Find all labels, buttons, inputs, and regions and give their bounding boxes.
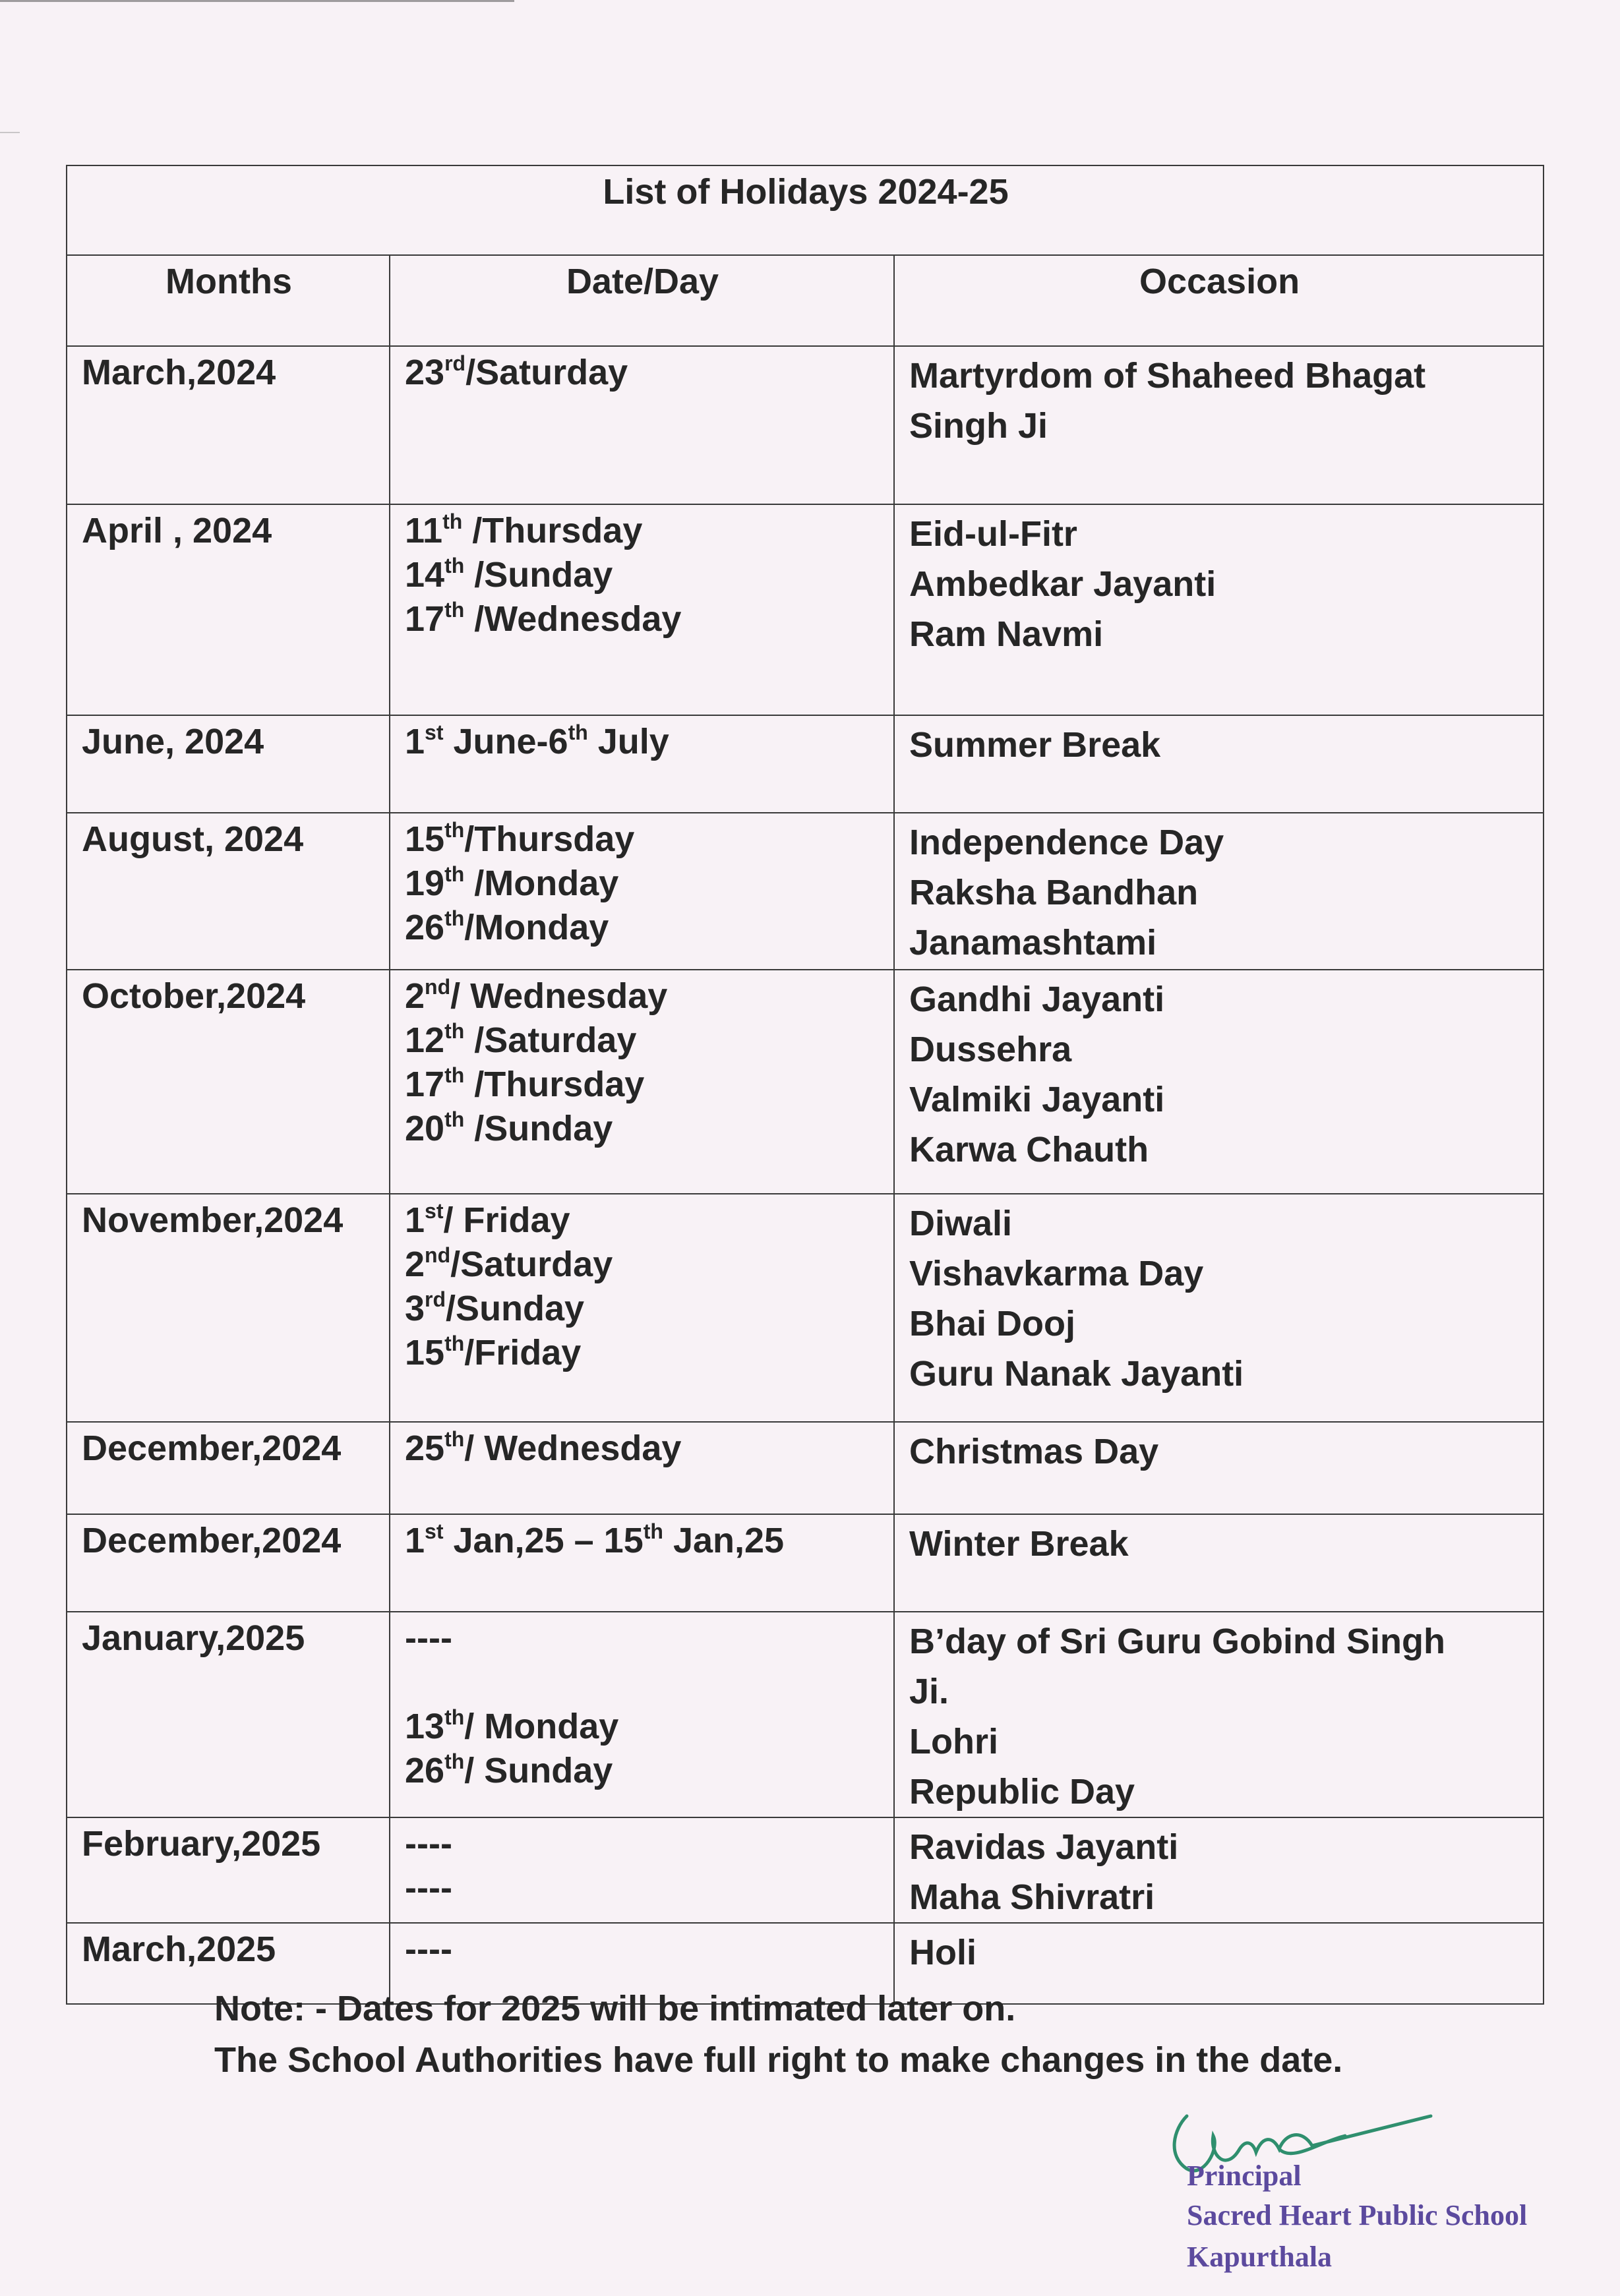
date-line (405, 862, 880, 906)
date-text: Jan,25 – 15 (443, 1521, 644, 1560)
occasion-cell (894, 1422, 1544, 1514)
month-cell: August, 2024 (67, 813, 390, 970)
occasion-line: Gandhi Jayanti (909, 980, 1165, 1019)
occasion-line: Vishavkarma Day (909, 1254, 1204, 1293)
note-line: Note: - Dates for 2025 will be intimated later on. (214, 1989, 1016, 2028)
month-cell: March,2025 (67, 1923, 390, 2004)
date-text: 19 (405, 864, 445, 903)
date-day-cell (390, 346, 894, 504)
date-text: 3 (405, 1289, 425, 1328)
date-text: 1 (405, 1200, 425, 1240)
occasion-cell (894, 715, 1544, 813)
principal-signature-stamp (1147, 2096, 1576, 2294)
date-line (405, 1928, 880, 1972)
ordinal-suffix: rd (444, 351, 466, 375)
header-row (67, 255, 1544, 346)
month-cell: March,2024 (67, 346, 390, 504)
date-text: 2 (405, 1245, 425, 1284)
occasion-line: Martyrdom of Shaheed Bhagat (909, 356, 1426, 396)
holiday-row (67, 970, 1544, 1194)
date-text: /Monday (464, 864, 619, 903)
ordinal-suffix: th (444, 1107, 465, 1131)
title-row (67, 165, 1544, 255)
date-line (405, 1749, 880, 1793)
holiday-row (67, 1514, 1544, 1612)
date-text: /Sunday (464, 1109, 613, 1148)
date-day-cell (390, 813, 894, 970)
date-text: /Sunday (446, 1289, 585, 1328)
date-text: 15 (405, 819, 445, 859)
date-line (405, 1822, 880, 1866)
ordinal-suffix: th (444, 1019, 465, 1043)
holiday-row (67, 504, 1544, 715)
occasion-line: Christmas Day (909, 1432, 1159, 1471)
signature-school: Sacred Heart Public School (1187, 2199, 1528, 2231)
ordinal-suffix: th (444, 1750, 465, 1773)
date-line (405, 1866, 880, 1910)
date-text: 1 (405, 722, 425, 761)
date-line (405, 597, 880, 641)
date-text: /Friday (464, 1333, 582, 1372)
occasion-line: Raksha Bandhan (909, 873, 1199, 912)
occasion-line: Diwali (909, 1204, 1013, 1243)
date-text: 11 (405, 511, 443, 550)
date-text: ---- (405, 1868, 452, 1908)
header-date-day: Date/Day (390, 255, 894, 346)
ordinal-suffix: th (444, 862, 465, 886)
date-text: / Friday (443, 1200, 570, 1240)
date-text: /Saturday (464, 1020, 637, 1060)
scan-edge-mark (0, 132, 20, 133)
month-cell: February,2025 (67, 1817, 390, 1923)
ordinal-suffix: th (442, 510, 463, 533)
header-occasion: Occasion (894, 255, 1544, 346)
date-text: / Wednesday (464, 1428, 682, 1468)
month-cell: October,2024 (67, 970, 390, 1194)
signature-city: Kapurthala (1187, 2241, 1333, 2273)
occasion-line: Guru Nanak Jayanti (909, 1354, 1244, 1394)
date-line (405, 1243, 880, 1287)
date-text: / Wednesday (450, 976, 668, 1016)
month-cell: April , 2024 (67, 504, 390, 715)
occasion-line: Winter Break (909, 1524, 1129, 1564)
holiday-row (67, 813, 1544, 970)
ordinal-suffix: th (444, 554, 465, 577)
occasion-line: Valmiki Jayanti (909, 1080, 1165, 1119)
date-text: / Monday (464, 1707, 619, 1746)
date-day-cell (390, 970, 894, 1194)
date-line (405, 509, 880, 553)
header-months: Months (67, 255, 390, 346)
holiday-row (67, 346, 1544, 504)
date-text: / Sunday (464, 1751, 613, 1790)
date-text: 12 (405, 1020, 445, 1060)
occasion-line: Republic Day (909, 1772, 1135, 1811)
date-line (405, 553, 880, 597)
occasion-line: Summer Break (909, 725, 1161, 765)
occasion-line: Ravidas Jayanti (909, 1827, 1179, 1867)
month-cell: November,2024 (67, 1194, 390, 1422)
date-line (405, 1063, 880, 1107)
ordinal-suffix: nd (425, 975, 451, 999)
date-line (405, 974, 880, 1018)
month-cell: December,2024 (67, 1514, 390, 1612)
ordinal-suffix: th (444, 1332, 465, 1355)
date-text: Jan,25 (663, 1521, 785, 1560)
ordinal-suffix: st (425, 1519, 444, 1543)
ordinal-suffix: th (444, 818, 465, 842)
ordinal-suffix: rd (425, 1287, 446, 1311)
month-cell: December,2024 (67, 1422, 390, 1514)
occasion-cell (894, 970, 1544, 1194)
ordinal-suffix: nd (425, 1243, 451, 1267)
date-day-cell (390, 504, 894, 715)
date-text: 25 (405, 1428, 445, 1468)
date-line (405, 1331, 880, 1375)
holiday-table (66, 165, 1544, 2005)
ordinal-suffix: st (425, 721, 444, 744)
holiday-row (67, 1194, 1544, 1422)
date-day-cell (390, 1514, 894, 1612)
date-text: /Saturday (465, 353, 628, 392)
occasion-line: Eid-ul-Fitr (909, 514, 1077, 554)
ordinal-suffix: th (444, 1427, 465, 1451)
date-day-cell (390, 1194, 894, 1422)
occasion-cell (894, 504, 1544, 715)
date-text: 1 (405, 1521, 425, 1560)
date-text: 2 (405, 976, 425, 1016)
date-text: ---- (405, 1824, 452, 1864)
occasion-line: Independence Day (909, 823, 1224, 862)
month-cell: June, 2024 (67, 715, 390, 813)
ordinal-suffix: th (444, 598, 465, 622)
date-line (405, 1616, 880, 1661)
date-line (405, 906, 880, 950)
date-line (405, 351, 880, 395)
ordinal-suffix: th (444, 906, 465, 930)
occasion-cell (894, 1194, 1544, 1422)
date-text: /Saturday (450, 1245, 613, 1284)
ordinal-suffix: th (568, 721, 588, 744)
occasion-line: Lohri (909, 1722, 998, 1761)
occasion-line: Maha Shivratri (909, 1877, 1155, 1917)
occasion-line: Holi (909, 1933, 976, 1972)
date-text: 17 (405, 1065, 445, 1104)
holiday-row (67, 1612, 1544, 1817)
date-day-cell (390, 715, 894, 813)
ordinal-suffix: st (425, 1199, 444, 1223)
date-text: /Monday (464, 908, 609, 947)
date-text: 14 (405, 555, 445, 595)
date-text: /Thursday (464, 1065, 645, 1104)
date-day-cell (390, 1422, 894, 1514)
ordinal-suffix: th (444, 1063, 465, 1087)
date-line (405, 1287, 880, 1331)
occasion-cell (894, 346, 1544, 504)
date-line (405, 817, 880, 862)
occasion-line: Bhai Dooj (909, 1304, 1075, 1343)
table-title: List of Holidays 2024-25 (67, 165, 1544, 255)
date-text: ---- (405, 1618, 452, 1658)
occasion-line: Karwa Chauth (909, 1130, 1149, 1169)
date-text: 20 (405, 1109, 445, 1148)
occasion-line: Singh Ji (909, 406, 1048, 446)
date-text: June-6 (443, 722, 568, 761)
occasion-line: Ji. (909, 1672, 949, 1711)
date-text: 26 (405, 908, 445, 947)
holiday-row (67, 1817, 1544, 1923)
occasion-cell (894, 1612, 1544, 1817)
holiday-row (67, 715, 1544, 813)
occasion-cell (894, 813, 1544, 970)
date-text: July (587, 722, 669, 761)
occasion-line: Dussehra (909, 1030, 1072, 1069)
date-text: /Thursday (464, 819, 635, 859)
holiday-row (67, 1422, 1544, 1514)
date-text: 15 (405, 1333, 445, 1372)
date-line (405, 1018, 880, 1063)
signature-role: Principal (1187, 2160, 1302, 2192)
occasion-line: Janamashtami (909, 923, 1157, 962)
date-text (405, 1663, 415, 1702)
date-text: /Sunday (464, 555, 613, 595)
date-line (405, 1198, 880, 1243)
occasion-line: Ram Navmi (909, 614, 1104, 654)
date-line (405, 1107, 880, 1151)
date-text: ---- (405, 1929, 452, 1969)
date-text: 17 (405, 599, 445, 639)
notes-block (214, 1983, 1342, 2086)
occasion-cell (894, 1817, 1544, 1923)
note-line: The School Authorities have full right to make changes in the date. (214, 2040, 1343, 2080)
date-text: 13 (405, 1707, 445, 1746)
date-line (405, 1519, 880, 1563)
date-text: /Wednesday (464, 599, 682, 639)
date-text: 26 (405, 1751, 445, 1790)
date-text: /Thursday (462, 511, 643, 550)
date-line (405, 1661, 880, 1705)
date-text: 23 (405, 353, 445, 392)
date-line (405, 1705, 880, 1749)
scan-edge-line (0, 0, 514, 2)
occasion-cell (894, 1514, 1544, 1612)
month-cell: January,2025 (67, 1612, 390, 1817)
date-line (405, 720, 880, 764)
date-day-cell (390, 1817, 894, 1923)
occasion-line: B’day of Sri Guru Gobind Singh (909, 1622, 1445, 1661)
occasion-line: Ambedkar Jayanti (909, 564, 1216, 604)
ordinal-suffix: th (444, 1705, 465, 1729)
date-day-cell (390, 1612, 894, 1817)
date-line (405, 1427, 880, 1471)
ordinal-suffix: th (643, 1519, 663, 1543)
